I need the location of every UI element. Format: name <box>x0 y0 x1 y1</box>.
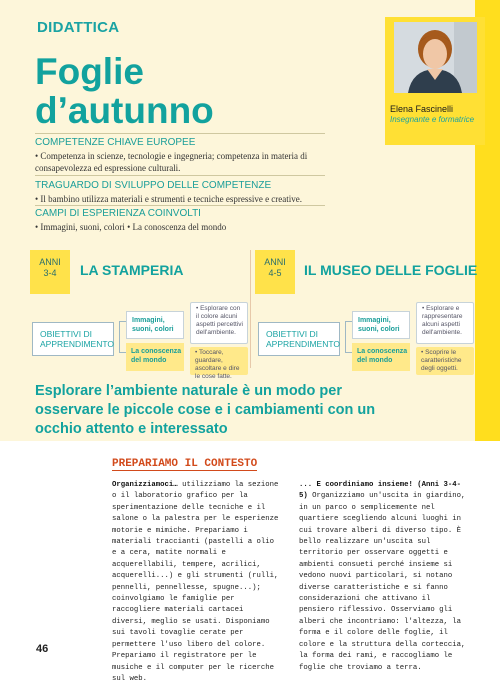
age-label: ANNI <box>264 257 286 267</box>
field-name: Immagini, suoni, colori <box>126 311 184 339</box>
competence-heading: CAMPI DI ESPERIENZA COINVOLTI <box>35 208 201 219</box>
author-name: Elena Fascinelli <box>390 104 454 114</box>
objectives-label: OBIETTIVI DI APPRENDIMENTO <box>258 322 340 356</box>
paragraph-lead: Organizziamoci… <box>112 481 178 489</box>
competence-text: • Immagini, suoni, colori • La conoscenza del mondo <box>35 222 227 232</box>
age-label: ANNI <box>39 257 61 267</box>
field-detail: • Scoprire le caratteristiche degli oggetti. <box>416 347 474 375</box>
field-detail: • Toccare, guardare, ascoltare e dire le cose fatte. <box>190 347 248 375</box>
competence-heading: COMPETENZE CHIAVE EUROPEE <box>35 137 196 148</box>
field-name: Immagini, suoni, colori <box>352 311 410 339</box>
author-photo <box>394 22 477 93</box>
author-role: Insegnante e formatrice <box>390 115 475 124</box>
divider <box>35 175 325 176</box>
field-detail: • Esplorare con il colore alcuni aspetti percettivi dell'ambiente. <box>190 302 248 344</box>
activity-divider <box>250 250 251 368</box>
divider <box>35 205 325 206</box>
article-heading: PREPARIAMO IL CONTESTO <box>112 458 258 470</box>
activity-title: LA STAMPERIA <box>80 262 184 278</box>
author-portrait-image <box>394 22 477 93</box>
objectives-bracket <box>119 321 126 353</box>
paragraph-text: Organizziamo un'uscita in giardino, in un parco o semplicemente nel quartiere scegliendo alcuni luoghi in cui trovare alberi di diverso tipo. È bello realizzare un'uscita sul territorio per osservare oggetti e ambienti consueti perché insieme si vedono nuovi particolari, si notano diverse caratteristiche e si fanno considerazioni che attivano il pensiero riflessivo. Osserviamo gli alberi che incontriamo: l'altezza, la forma e il colore delle foglie, il colore e la struttura della corteccia, la forma dei rami, e raccogliamo le foglie che troviamo a terra. <box>299 492 466 672</box>
objectives-bracket <box>345 321 352 353</box>
tagline: Esplorare l’ambiente naturale è un modo per osservare le piccole cose e i cambiamenti con un occhio attento e interessato <box>35 383 376 437</box>
article-column-1 <box>112 480 280 685</box>
competence-text: • Competenza in scienze, tecnologie e ingegneria; competenza in materia di consapevolezza ed espressione culturali. <box>35 151 308 173</box>
field-detail: • Esplorare e rappresentare alcuni aspetti dell'ambiente. <box>416 302 474 344</box>
age-range: 3-4 <box>43 268 57 278</box>
competence-block-fields <box>35 208 325 233</box>
age-badge <box>255 250 295 294</box>
competence-text: • Il bambino utilizza materiali e strumenti e tecniche espressive e creative. <box>35 194 303 204</box>
title-line-2: d’autunno <box>35 90 214 131</box>
article-column-2 <box>299 480 467 674</box>
page-title <box>35 52 214 130</box>
title-line-1: Foglie <box>35 51 144 92</box>
competence-block-european <box>35 137 325 174</box>
section-label: DIDATTICA <box>37 19 120 36</box>
page-number: 46 <box>36 643 49 655</box>
activity-title: IL MUSEO DELLE FOGLIE <box>304 262 478 278</box>
objectives-label: OBIETTIVI DI APPRENDIMENTO <box>32 322 114 356</box>
field-name: La conoscenza del mondo <box>352 343 410 371</box>
divider <box>35 133 325 134</box>
field-name: La conoscenza del mondo <box>126 343 184 371</box>
competence-block-goal <box>35 180 325 205</box>
competence-heading: TRAGUARDO DI SVILUPPO DELLE COMPETENZE <box>35 180 272 191</box>
age-badge <box>30 250 70 294</box>
age-range: 4-5 <box>268 268 282 278</box>
paragraph-lead: ... E coordiniamo insieme! (Anni 3-4-5) <box>299 481 462 501</box>
paragraph-text: utilizziamo la sezione o il laboratorio grafico per la sperimentazione delle tecniche e il salone o la palestra per le esperienze motorie e mimiche. Prepariamo i materiali traccianti (pastelli a olio e a cera, matite normali e acquerellabili, tempere, acrilici, acquerelli...) e gli strumenti (rulli, pennelli, pennellesse, spugne...); coinvolgiamo le famiglie per raccogliere materiali cartacei diversi, meglio se usati. Disponiamo sui tavoli tovaglie cerate per permettere l'uso libero del colore. Prepariamo il registratore per le musiche e il computer per le ricerche sul web. <box>112 481 279 683</box>
